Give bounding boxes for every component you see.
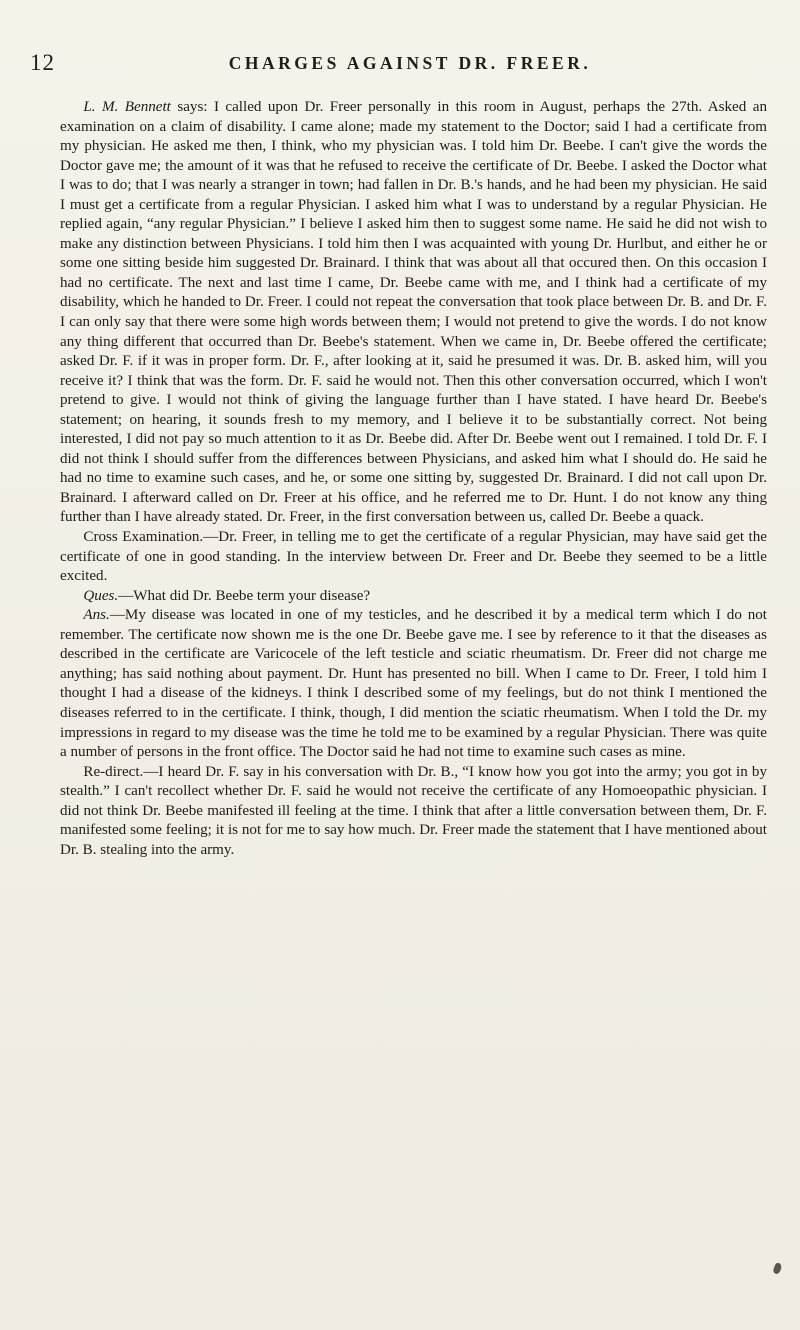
running-title: CHARGES AGAINST DR. FREER. bbox=[228, 53, 592, 73]
paragraph-text: says: I called upon Dr. Freer personally in this room in August, perhaps the 27th. Asked an examination on a claim of disability. I came alone; made my statement to the Doctor; said I had a certificate from my physician. He asked me then, I think, who my physician was. I told him Dr. Beebe. I can't give the words the Doctor gave me; the amount of it was that he refused to receive the certificate of Dr. Beebe. I asked the Doctor what I was to do; that I was nearly a stranger in town; had fallen in Dr. B.'s hands, and he had been my physician. He said I must get a certificate from a regular Physician. I asked him what I was to understand by a regular Physician. He replied again, “any regular Physician.” I believe I asked him then to suggest some name. He said he did not wish to make any distinction between Physicians. I told him then I was acquainted with young Dr. Hurlbut, and either he or some one sitting beside him suggested Dr. Brainard. I think that was about all that occured then. On this occasion I had no certificate. The next and last time I came, Dr. Beebe came with me, and I think had a certificate of my disability, which he handed to Dr. Freer. I could not repeat the conversation that took place between Dr. B. and Dr. F. I can only say that there were some high words between them; I would not pretend to give the words. I do not know any thing different that occurred than Dr. Beebe's statement. When we came in, Dr. Beebe offered the certificate; asked Dr. F. if it was in proper form. Dr. F., after looking at it, said he presumed it was. Dr. B. asked him, will you receive it? I think that was the form. Dr. F. said he would not. Then this other conversation occurred, which I won't pretend to give. I would not think of giving the language further than I have stated. I have heard Dr. Beebe's statement; on hearing, it sounds fresh to my memory, and I believe it to be substantially correct. Not being interested, I did not pay so much attention to it as Dr. Beebe did. After Dr. Beebe went out I remained. I told Dr. F. I did not think I should suffer from the differences between Physicians, and asked him what I should do. He said he had no time to examine such cases, and he, or some one sitting by, suggested Dr. Brainard. I did not call upon Dr. Brainard. I afterward called on Dr. Freer at his office, and he referred me to Dr. Hunt. I do not know any thing further than I have already stated. Dr. Freer, in the first conversation between us, called Dr. Beebe a quack. bbox=[60, 99, 767, 526]
page-number: 12 bbox=[30, 50, 55, 75]
paragraph-question bbox=[60, 587, 767, 607]
paragraph-re-direct bbox=[60, 763, 767, 861]
paragraph-cross-examination bbox=[60, 528, 767, 587]
speaker-name: L. M. Bennett bbox=[83, 99, 171, 115]
paragraph-text: —My disease was located in one of my testicles, and he described it by a medical term which I do not remember. The certificate now shown me is the one Dr. Beebe gave me. I see by reference to it that the diseases as described in the certificate are Varicocele of the left testicle and sciatic rheumatism. Dr. Freer did not charge me anything; has said nothing about payment. Dr. Hunt has presented no bill. When I came to Dr. Freer, I told him I thought I had a disease of the kidneys. I think I described some of my feelings, but do not think I mentioned the diseases referred to in the certificate. I think, though, I did mention the sciatic rheumatism. When I told the Dr. my impressions in regard to my disease was the time he told me to be examined by a regular Physician. There was quite a number of persons in the front office. The Doctor said he had not time to examine such cases as mine. bbox=[60, 607, 767, 761]
answer-label: Ans. bbox=[83, 607, 110, 624]
question-label: Ques. bbox=[83, 587, 119, 604]
paragraph-text: Re-direct.—I heard Dr. F. say in his conversation with Dr. B., “I know how you got into the army; you got in by stealth.” I can't recollect whether Dr. F. said he would not receive the certificate of any Homoeopathic physician. I did not think Dr. Beebe manifested ill feeling at the time. I think that after a little conversation between them, Dr. F. manifested some feeling; it is not for me to say how much. Dr. Freer made the statement that I have mentioned about Dr. B. stealing into the army. bbox=[60, 763, 767, 858]
paragraph-text: —What did Dr. Beebe term your disease? bbox=[118, 587, 371, 604]
ink-blot-mark bbox=[772, 1262, 782, 1275]
body-text bbox=[60, 98, 767, 860]
paragraph-bennett-statement bbox=[60, 98, 767, 528]
paragraph-text: Cross Examination.—Dr. Freer, in telling me to get the certificate of a regular Physician, may have said get the certificate of one in good standing. In the interview between Dr. Freer and Dr. Beebe they seemed to be a little excited. bbox=[60, 529, 767, 585]
running-head bbox=[30, 50, 770, 80]
paragraph-answer bbox=[60, 606, 767, 762]
